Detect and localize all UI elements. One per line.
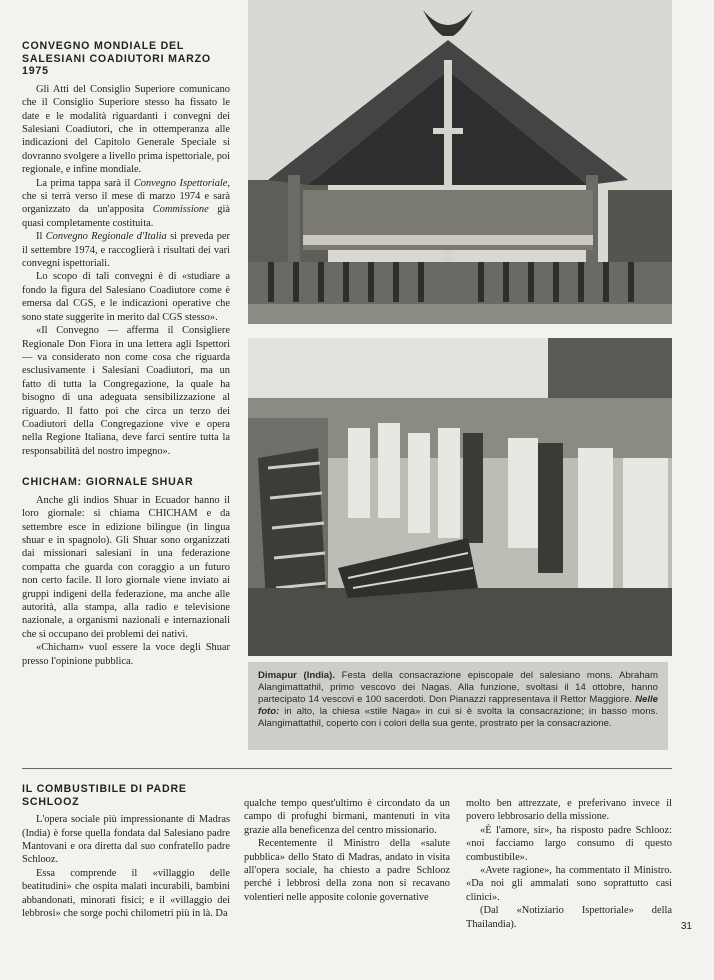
schlooz-paragraph-7: «Avete ragione», ha commentato il Ministro. «Da noi gli ammalati sono soprattutto casi clinici». [466,865,672,903]
schlooz-paragraph-8: (Dal «Notiziario Ispettoriale» della Thailandia). [466,905,672,930]
section-divider [22,768,672,769]
convegno-heading: CONVEGNO MONDIALE DEL SALESIANI COADIUTORI MARZO 1975 [22,40,211,78]
schlooz-heading: IL COMBUSTIBILE DI PADRE SCHLOOZ [22,783,187,808]
chicham-paragraph-2: «Chicham» vuol essere la voce degli Shuar presso l'opinione pubblica. [22,642,230,667]
schlooz-paragraph-4: Recentemente il Ministro della «salute pubblica» dello Stato di Madras, andato in visita all'opera sociale, ha chiesto a padre Schlooz perché i lebbrosi della zona non si recavano volentieri nelle apposite colonie governative [244,838,450,903]
left-column [22,40,230,668]
schlooz-column-3 [466,797,672,931]
convegno-paragraph-1: Gli Atti del Consiglio Superiore comunicano che il Consiglio Superiore stesso ha fissato le date e le modalità riguardanti i convegni dei Salesiani Coadiutori, che in ottemperanza alle indicazioni del Capitolo Generale Speciale si dovranno svolgere a livello prima ispettoriale, poi regionale, e infine mondiale. [22,83,230,176]
convegno-paragraph-4: Lo scopo di tali convegni è di «studiare a fondo la figura del Salesiano Coadiutore come è emersa dal CGS, e le indicazioni operative che sono state suggerite in merito dal CGS stesso». [22,271,230,323]
chicham-paragraph-1: Anche gli indios Shuar in Ecuador hanno il loro giornale: si chiama CHICHAM e da settembre esce in edizione bilingue (in lingua shuar e in spagnolo). Gli Shuar sono organizzati dai missionari salesiani in una federazione compatta che guarda con coraggio a un futuro non certo facile. Il loro giornale viene inviato ai gruppi indigeni della federazione, ma anche alle autorità, alla stampa, alla radio e televisione nazionale, a organismi nazionali e internazionali che si occupano dei problemi dei nativi. [22,494,230,640]
caption-text-2: in alto, la chiesa «stile Naga» in cui si è svolta la consacrazione; in basso mons. Alangimattathil, coperto con i colori della sua gente, prostrato per la consacrazione. [258,706,658,729]
page-number: 31 [680,921,692,932]
schlooz-paragraph-3: qualche tempo quest'ultimo è circondato da un campo di profughi birmani, mantenuti in vita grazie alla beneficenza del centro missionario. [244,798,450,836]
caption-text-1: Festa della consacrazione episcopale del salesiano mons. Abraham Alangimattathil, primo vescovo dei Nagas. Alla funzione, svoltasi il 14 ottobre, hanno partecipato 14 vescovi e 100 sacerdoti. Don Pianazzi rappresentava il Rettor Maggiore. [258,670,658,705]
schlooz-paragraph-6: «È l'amore, sir», ha risposto padre Schlooz: «noi facciamo largo consumo di questo combustibile». [466,824,672,863]
convegno-paragraph-2: La prima tappa sarà il Convegno Ispettoriale, che si terrà verso il mese di marzo 1974 e sarà organizzato da un'apposita Commissione già quasi completamente costituita. [22,177,230,229]
photo-caption [248,662,668,750]
schlooz-paragraph-5: molto ben attrezzate, e preferivano invece il povero lebbrosario della missione. [466,798,672,823]
consecration-illustration [248,338,672,656]
schlooz-paragraph-2: Essa comprende il «villaggio delle beatitudini» che ospita malati incurabili, bambini abbandonati, minorati fisici; e il «villaggio dei lebbrosi» che sorge pochi chilometri più in là. Da [22,867,230,920]
convegno-paragraph-3: Il Convegno Regionale d'Italia si preveda per il settembre 1974, e raccoglierà i risultati dei vari convegni ispettoriali. [22,231,230,270]
schlooz-column-1 [22,783,230,920]
caption-place: Dimapur (India). [258,670,335,681]
consecration-photo [248,338,672,656]
naga-church-photo [248,0,672,324]
schlooz-column-2 [244,797,450,904]
convegno-paragraph-5: «Il Convegno — afferma il Consigliere Regionale Don Fiora in una lettera agli Ispettori — va considerato non come cosa che riguarda esclusivamente i Salesiani Coadiutori, ma un fatto di tutta la Congregazione, la quale ha bisogno di una adeguata sensibilizzazione al riguardo. Il fatto poi che circa un terzo dei Coadiutori della Congregazione vive e opera nella Regione Italiana, deve farci sentire tutta la responsabilità del nostro impegno». [22,325,230,457]
naga-church-illustration [248,0,672,324]
schlooz-paragraph-1: L'opera sociale più impressionante di Madras (India) è forse quella fondata dal Salesiano padre Mantovani e ora diretta dal suo confratello padre Schlooz. [22,814,230,866]
chicham-heading: CHICHAM: GIORNALE SHUAR [22,476,194,489]
caption-label: Nelle foto: [258,694,658,717]
